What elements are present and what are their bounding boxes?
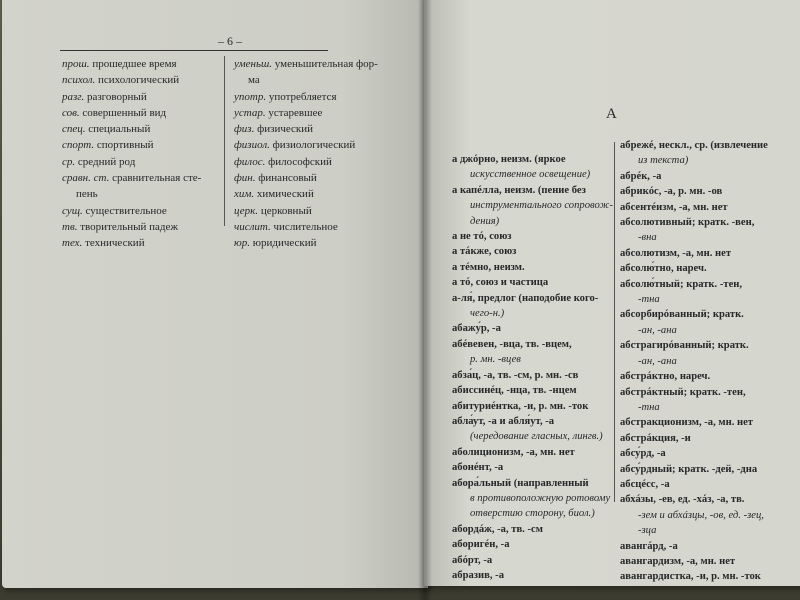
abbreviation-meaning: юридический bbox=[252, 237, 317, 250]
dictionary-entry-line: абсолютивный; кратк. -вен, bbox=[620, 217, 755, 229]
abbreviation-meaning: сравнительная сте- bbox=[112, 172, 202, 185]
abbreviation-row bbox=[62, 56, 220, 72]
abbreviation-meaning: употребляется bbox=[268, 90, 337, 103]
page-number: – 6 – bbox=[218, 34, 242, 48]
dictionary-entry-line: абсу́рд, -а bbox=[620, 448, 666, 460]
abbreviation-meaning: устаревшее bbox=[268, 106, 323, 119]
abbreviation-term: разг. bbox=[62, 90, 85, 103]
abbreviation-term: употр. bbox=[234, 90, 267, 103]
dictionary-entry-line: инструментального сопровож- bbox=[470, 200, 613, 212]
abbreviation-meaning: числительное bbox=[273, 220, 338, 233]
abbreviation-term: юр. bbox=[234, 237, 251, 250]
dictionary-entry-line: абéвевен, -вца, тв. -вцем, bbox=[452, 338, 572, 350]
dictionary-entry-line: -зца bbox=[638, 525, 657, 537]
dictionary-entry-line: абсорбирóванный; кратк. bbox=[620, 309, 744, 321]
dictionary-entry-line: абла́ут, -а и абля́ут, -а bbox=[452, 415, 555, 427]
abbreviation-term: хим. bbox=[234, 188, 255, 201]
dictionary-entry-line: абсолютизм, -а, мн. нет bbox=[620, 247, 732, 259]
dictionary-entry-line: абрежé, нескл., ср. (извлечение bbox=[620, 140, 768, 151]
dictionary-entry-line: чего-н.) bbox=[470, 308, 505, 320]
abbreviation-term: устар. bbox=[234, 106, 266, 119]
column-divider bbox=[224, 56, 225, 226]
abbreviation-term: сравн. ст. bbox=[62, 172, 110, 185]
abbreviation-term: физиол. bbox=[234, 139, 270, 152]
abbreviation-meaning: психологический bbox=[98, 74, 180, 87]
abbreviation-meaning: философский bbox=[268, 155, 332, 168]
abbreviation-term: фин. bbox=[234, 172, 256, 185]
abbreviation-row bbox=[234, 121, 404, 137]
abbreviation-meaning: прошедшее время bbox=[92, 58, 177, 70]
dictionary-entry-line: абразив, -а bbox=[452, 569, 504, 581]
dictionary-entry-line: а джóрно, неизм. (яркое bbox=[452, 154, 566, 165]
abbreviation-row bbox=[234, 137, 404, 153]
abbreviation-meaning: ма bbox=[248, 74, 260, 87]
dictionary-entry-line: отверстию сторону, биол.) bbox=[470, 508, 595, 520]
dictionary-entry-line: из текста) bbox=[638, 155, 689, 167]
dictionary-entry-line: -ан, -ана bbox=[638, 355, 677, 367]
abbreviation-term: сов. bbox=[62, 106, 80, 119]
dictionary-entry-line: абóрт, -а bbox=[452, 554, 493, 566]
abbreviation-meaning: технический bbox=[85, 237, 145, 250]
dictionary-entry-line: абсолю́тный; кратк. -тен, bbox=[620, 278, 743, 290]
abbreviations-right-column bbox=[234, 56, 404, 252]
abbreviation-meaning: разговорный bbox=[86, 90, 147, 103]
abbreviation-row bbox=[234, 89, 404, 105]
dictionary-entry-line: -зем и абхáзцы, -ов, ед. -зец, bbox=[638, 509, 764, 521]
dictionary-entry-line: -тна bbox=[638, 294, 660, 306]
dictionary-column-1 bbox=[452, 152, 622, 583]
abbreviation-term: физ. bbox=[234, 123, 255, 136]
abbreviation-row bbox=[234, 203, 404, 219]
abbreviation-term: тех. bbox=[62, 237, 83, 250]
abbreviation-term: тв. bbox=[62, 220, 78, 233]
dictionary-entry-line: а капéлла, неизм. (пение без bbox=[452, 184, 586, 196]
dictionary-entry-line: -ан, -ана bbox=[638, 324, 677, 336]
abbreviation-row bbox=[234, 170, 404, 186]
abbreviation-row bbox=[234, 154, 404, 170]
dictionary-entry-line: авангардизм, -а, мн. нет bbox=[620, 555, 736, 567]
dictionary-entry-line: а-ля́, предлог (наподобие кого- bbox=[452, 292, 599, 304]
abbreviations-left-column bbox=[62, 56, 220, 252]
dictionary-entry-line: абрикóс, -а, р. мн. -ов bbox=[620, 186, 723, 198]
abbreviation-row bbox=[62, 235, 220, 251]
abbreviation-row bbox=[234, 219, 404, 235]
book-spine bbox=[418, 0, 432, 600]
abbreviation-meaning: специальный bbox=[88, 123, 151, 136]
abbreviation-meaning: церковный bbox=[260, 204, 312, 217]
abbreviation-meaning: существительное bbox=[85, 204, 167, 217]
abbreviation-row bbox=[234, 56, 404, 72]
dictionary-entry-line: абстрагирóванный; кратк. bbox=[620, 340, 749, 352]
dictionary-entry-line: абиссинéц, -нца, тв. -нцем bbox=[452, 385, 577, 397]
abbreviation-row bbox=[62, 105, 220, 121]
abbreviation-row bbox=[234, 72, 404, 88]
dictionary-entry-line: авангардистка, -и, р. мн. -ток bbox=[620, 571, 761, 583]
abbreviation-term: филос. bbox=[234, 155, 266, 168]
abbreviation-row bbox=[62, 154, 220, 170]
abbreviation-meaning: физический bbox=[257, 123, 314, 136]
dictionary-entry-line: абсентéизм, -а, мн. нет bbox=[620, 201, 728, 213]
dictionary-entry-line: абонéнт, -а bbox=[452, 462, 504, 474]
header-rule bbox=[60, 50, 328, 51]
abbreviation-term: ср. bbox=[62, 155, 76, 168]
abbreviation-term: прош. bbox=[62, 58, 90, 70]
dictionary-entry-line: искусственное освещение) bbox=[470, 169, 591, 181]
abbreviation-row bbox=[62, 89, 220, 105]
abbreviation-row bbox=[62, 137, 220, 153]
dictionary-entry-line: а не тó, союз bbox=[452, 231, 512, 243]
dictionary-entry-line: р. мн. -вцев bbox=[470, 354, 521, 366]
abbreviation-meaning: спортивный bbox=[96, 139, 154, 152]
abbreviation-term: церк. bbox=[234, 204, 259, 217]
dictionary-entry-line: а тéмно, неизм. bbox=[452, 261, 525, 273]
dictionary-entry-line: авангáрд, -а bbox=[620, 540, 678, 552]
abbreviation-term: уменьш. bbox=[234, 58, 273, 70]
abbreviation-meaning: творительный падеж bbox=[80, 220, 178, 233]
dictionary-column-divider bbox=[614, 142, 615, 502]
dictionary-entry-line: а тó, союз и частица bbox=[452, 277, 549, 289]
abbreviation-meaning: финансовый bbox=[258, 172, 317, 185]
dictionary-entry-line: дения) bbox=[470, 215, 500, 227]
dictionary-column-2 bbox=[620, 138, 800, 585]
dictionary-entry-line: (чередование гласных, лингв.) bbox=[470, 431, 603, 443]
dictionary-entry-line: -тна bbox=[638, 401, 660, 413]
abbreviation-term: числит. bbox=[234, 220, 271, 233]
dictionary-entry-line: абсолю́тно, нареч. bbox=[620, 263, 707, 275]
abbreviation-row bbox=[62, 72, 220, 88]
abbreviation-row bbox=[234, 186, 404, 202]
dictionary-entry-line: а тáкже, союз bbox=[452, 246, 517, 258]
abbreviation-term: психол. bbox=[62, 74, 96, 87]
dictionary-entry-line: абсцéсс, -а bbox=[620, 478, 670, 490]
abbreviation-row bbox=[62, 203, 220, 219]
abbreviation-meaning: химический bbox=[256, 188, 314, 201]
dictionary-entry-line: абажу́р, -а bbox=[452, 323, 501, 335]
abbreviation-term: спец. bbox=[62, 123, 86, 136]
dictionary-entry-line: абстрáктный; кратк. -тен, bbox=[620, 386, 746, 398]
dictionary-entry-line: аболиционизм, -а, мн. нет bbox=[452, 446, 575, 458]
dictionary-entry-line: абитуриéнтка, -и, р. мн. -ток bbox=[452, 400, 589, 412]
dictionary-entry-line: абстрáктно, нареч. bbox=[620, 371, 711, 383]
dictionary-entry-line: аборигéн, -а bbox=[452, 539, 510, 551]
dictionary-entry-line: в противоположную ротовому bbox=[470, 492, 611, 504]
abbreviation-term: спорт. bbox=[62, 139, 95, 152]
abbreviation-row bbox=[62, 219, 220, 235]
dictionary-entry-line: абрéк, -а bbox=[620, 170, 662, 182]
section-letter: А bbox=[606, 106, 617, 122]
dictionary-entry-line: абстракционизм, -а, мн. нет bbox=[620, 417, 754, 429]
abbreviation-row bbox=[62, 186, 220, 202]
abbreviation-meaning: пень bbox=[76, 188, 98, 201]
dictionary-entry-line: абордáж, -а, тв. -см bbox=[452, 523, 543, 535]
dictionary-entry-line: абза́ц, -а, тв. -см, р. мн. -св bbox=[452, 369, 579, 381]
dictionary-entry-line: абхáзы, -ев, ед. -хáз, -а, тв. bbox=[620, 494, 745, 506]
abbreviation-row bbox=[234, 105, 404, 121]
abbreviation-row bbox=[234, 235, 404, 251]
abbreviation-meaning: физиологический bbox=[272, 139, 356, 152]
abbreviation-meaning: средний род bbox=[77, 155, 136, 168]
abbreviation-meaning: совершенный вид bbox=[82, 106, 167, 119]
dictionary-entry-line: абора́льный (направленный bbox=[452, 477, 589, 489]
dictionary-entry-line: абсу́рдный; кратк. -дей, -дна bbox=[620, 463, 758, 475]
abbreviation-row bbox=[62, 170, 220, 186]
abbreviation-meaning: уменьшительная фор- bbox=[274, 58, 378, 70]
abbreviation-row bbox=[62, 121, 220, 137]
left-page bbox=[2, 0, 428, 588]
abbreviation-term: сущ. bbox=[62, 204, 83, 217]
dictionary-entry-line: абстрáкция, -и bbox=[620, 432, 691, 444]
dictionary-entry-line: -вна bbox=[638, 232, 657, 244]
